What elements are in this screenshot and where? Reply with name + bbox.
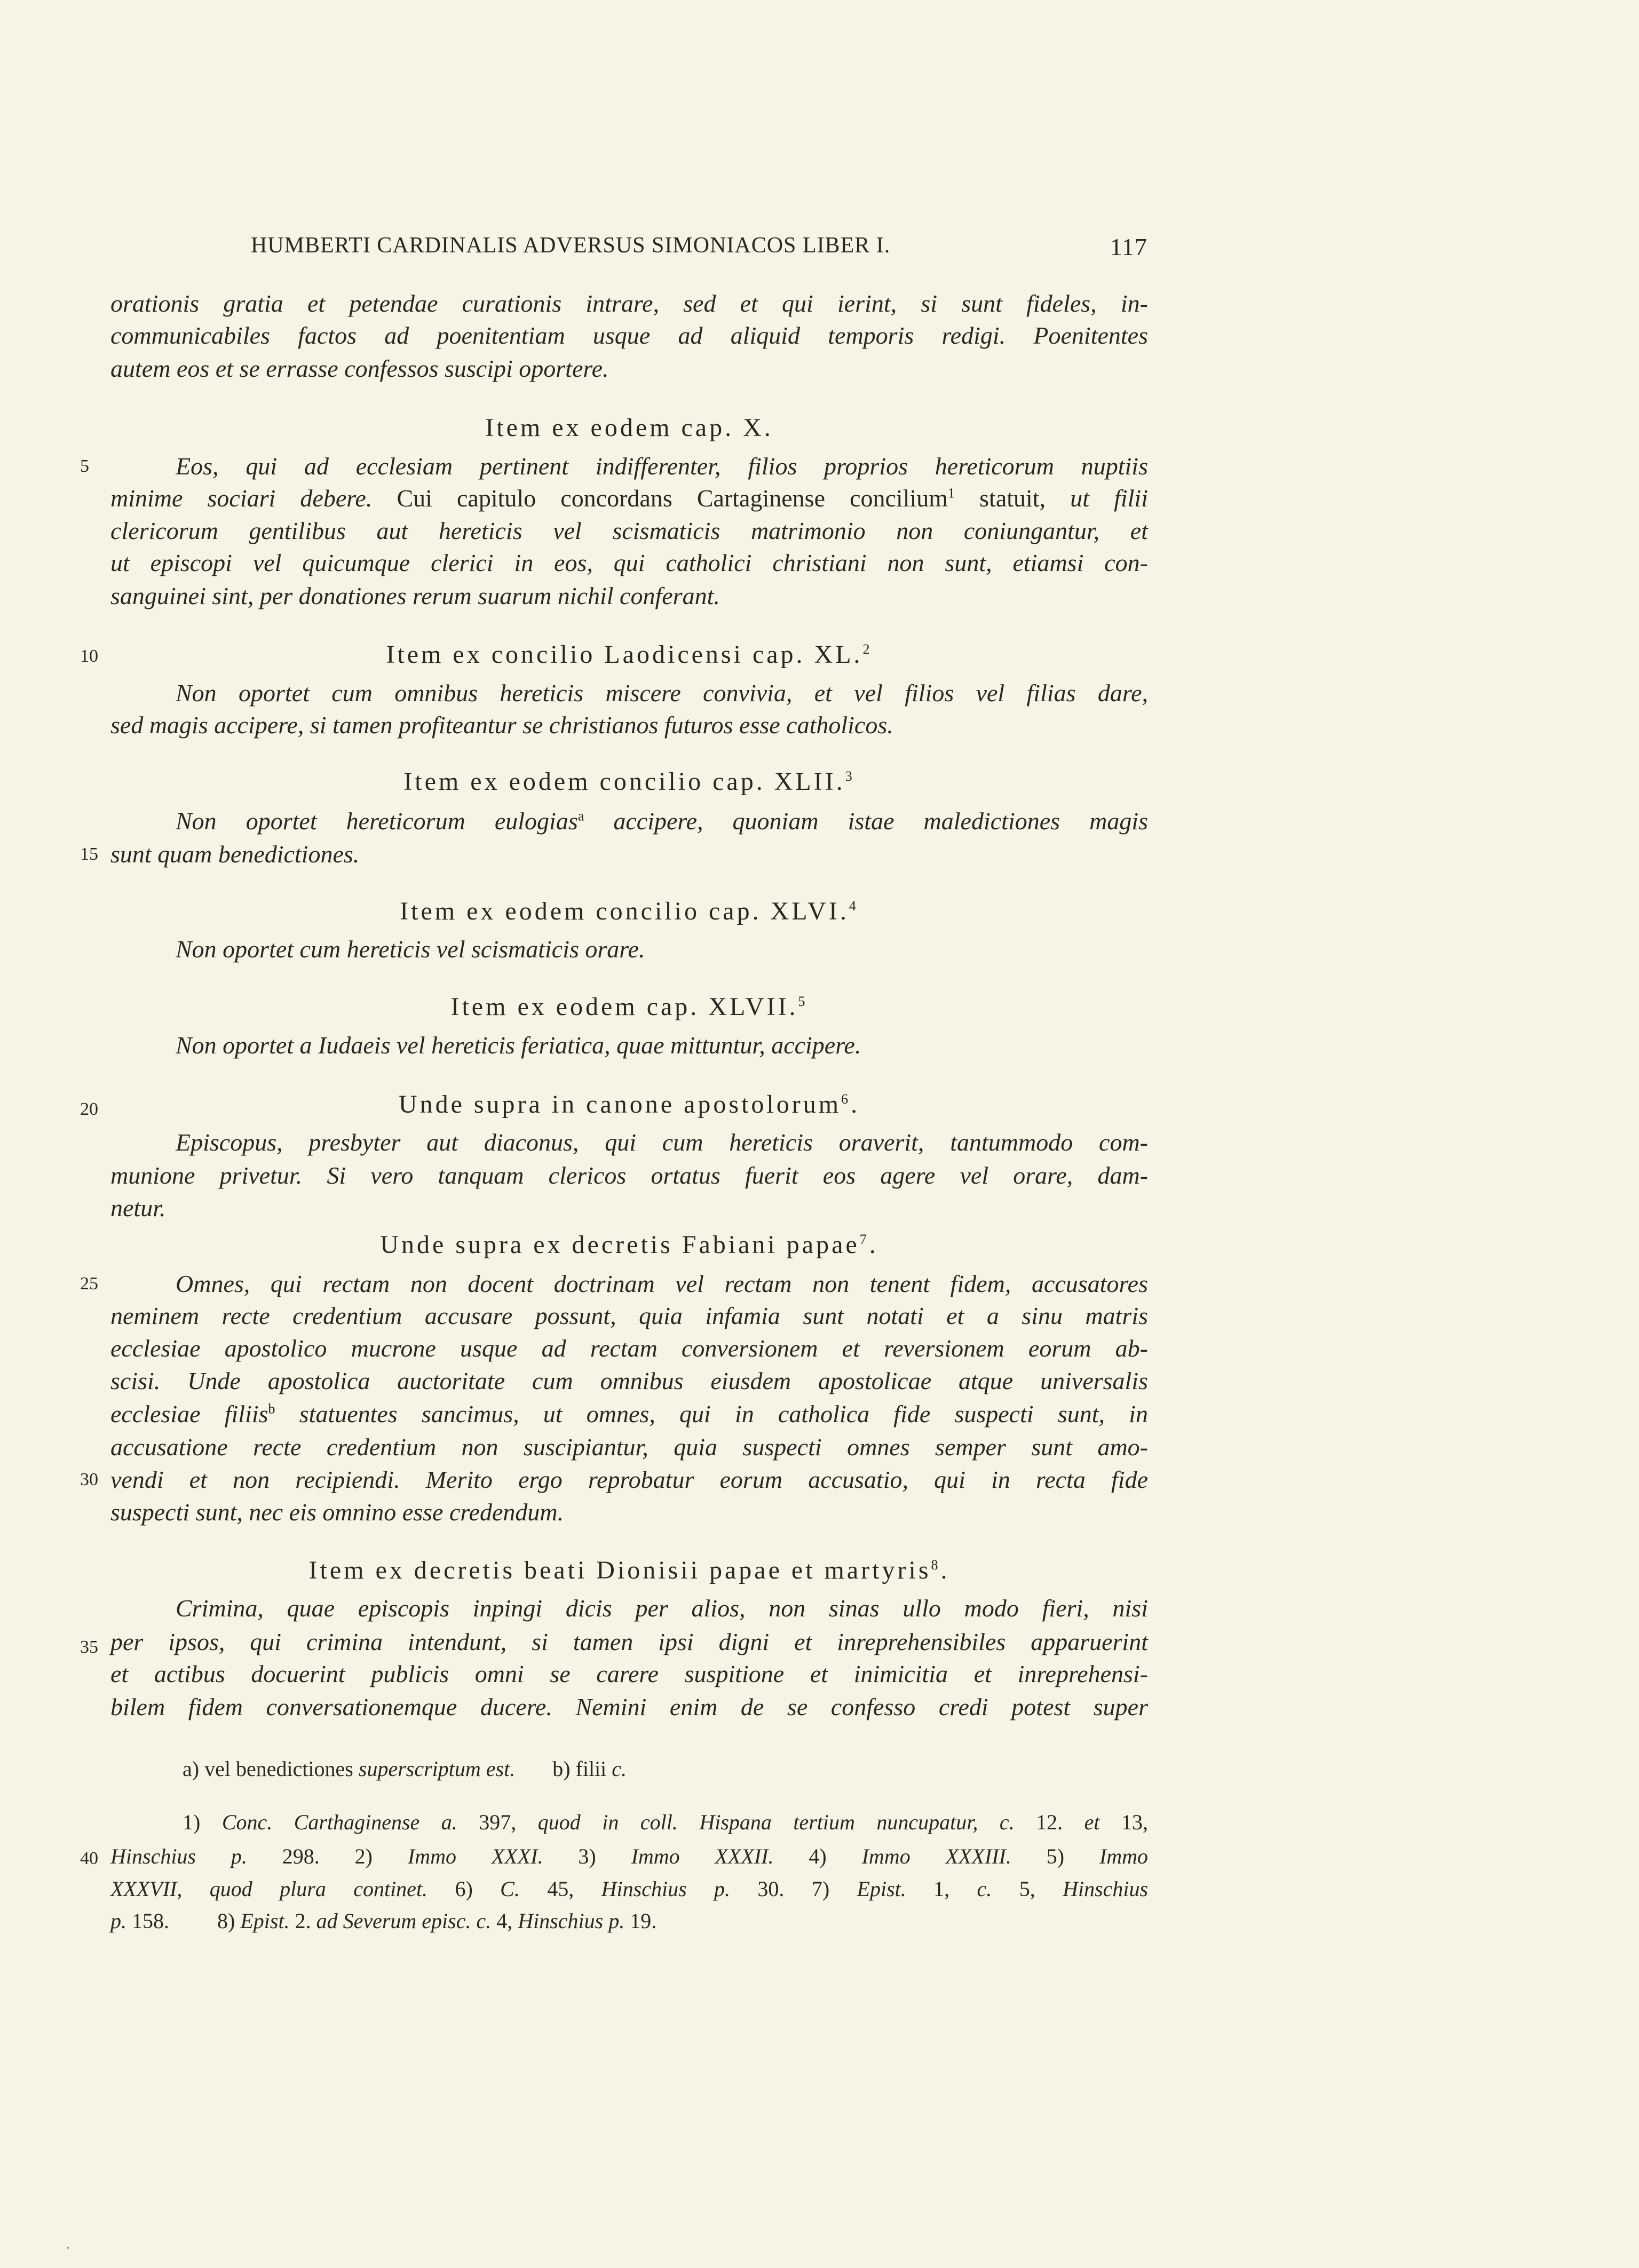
heading-text: Item ex eodem cap. XLVII. bbox=[450, 993, 798, 1021]
fn-text: 3) bbox=[578, 1844, 631, 1868]
section-heading bbox=[110, 991, 1148, 1023]
fn-text: ad Severum episc. c. bbox=[316, 1909, 492, 1933]
fn-text: Immo XXXIII. bbox=[861, 1844, 1011, 1868]
apparatus-ref: a bbox=[577, 808, 584, 824]
footnote-ref: 2 bbox=[862, 641, 873, 657]
fn-text: 19. bbox=[624, 1909, 657, 1933]
heading-text: . bbox=[869, 1231, 878, 1259]
section-heading bbox=[110, 895, 1148, 927]
line-number: 20 bbox=[80, 1099, 98, 1119]
text-line: sanguinei sint, per donationes rerum suarum nichil conferant. bbox=[110, 582, 720, 609]
footnote-ref: 4 bbox=[849, 898, 859, 914]
apparatus-line bbox=[183, 1753, 1220, 1785]
text-line bbox=[110, 483, 1148, 514]
fn-text: 158. bbox=[126, 1909, 169, 1933]
fn-text: c. bbox=[977, 1877, 992, 1901]
footnote-ref: 3 bbox=[845, 768, 855, 784]
fn-text: 5, bbox=[992, 1877, 1063, 1901]
text-line: et actibus docuerint publicis omni se carere suspitione et inimicitia et inreprehensi- bbox=[110, 1660, 1148, 1687]
fn-text: Immo XXXI. bbox=[407, 1844, 543, 1868]
fn-text: quod in coll. Hispana tertium nuncupatur, c. bbox=[537, 1810, 1015, 1834]
text-line: Non oportet a Iudaeis vel hereticis feriatica, quae mittuntur, accipere. bbox=[176, 1032, 861, 1059]
fn-text: 1, bbox=[906, 1877, 977, 1901]
fn-text: 7) bbox=[811, 1877, 857, 1901]
section-heading: Item ex eodem cap. X. bbox=[485, 414, 773, 442]
fn-text: Hinschius p. bbox=[601, 1877, 731, 1901]
text-line: communicabiles factos ad poenitentiam usque ad aliquid temporis redigi. Poenitentes bbox=[110, 322, 1148, 349]
line-number: 35 bbox=[80, 1637, 98, 1657]
text-line: bilem fidem conversationemque ducere. Nemini enim de se confesso credi potest super bbox=[110, 1693, 1148, 1720]
text-line: clericorum gentilibus aut hereticis vel scismaticis matrimonio non coniungantur, et bbox=[110, 517, 1148, 544]
footnote-ref: 7 bbox=[859, 1232, 869, 1247]
fn-text: 45, bbox=[519, 1877, 601, 1901]
section-heading bbox=[110, 1555, 1148, 1587]
fn-text: 12. bbox=[1014, 1810, 1084, 1834]
heading-text: Unde supra in canone apostolorum bbox=[398, 1090, 842, 1119]
running-title: HUMBERTI CARDINALIS ADVERSUS SIMONIACOS LIBER I. bbox=[251, 233, 891, 258]
section-heading bbox=[110, 1089, 1148, 1121]
section-heading bbox=[110, 639, 1148, 671]
line-number: 25 bbox=[80, 1274, 98, 1294]
heading-text: Unde supra ex decretis Fabiani papae bbox=[380, 1231, 860, 1259]
line-number: 30 bbox=[80, 1470, 98, 1489]
text-span: statuentes sancimus, ut omnes, qui in catholica fide suspecti sunt, in bbox=[275, 1400, 1148, 1428]
text-line: scisi. Unde apostolica auctoritate cum omnibus eiusdem apostolicae atque universalis bbox=[110, 1367, 1148, 1394]
text-line: netur. bbox=[110, 1194, 166, 1222]
fn-text: 2. bbox=[289, 1909, 316, 1933]
text-span: accipere, quoniam istae maledictiones magis bbox=[584, 807, 1148, 835]
fn-text: 6) bbox=[455, 1877, 501, 1901]
text-span: minime sociari debere. bbox=[110, 485, 373, 512]
heading-text: Item ex decretis beati Dionisii papae et martyris bbox=[308, 1556, 931, 1584]
fn-text: 13, bbox=[1099, 1810, 1149, 1834]
heading-text: . bbox=[851, 1090, 860, 1119]
text-span: statuit, bbox=[955, 485, 1071, 512]
fn-text: 8) bbox=[217, 1909, 241, 1933]
fn-text: 4, bbox=[491, 1909, 518, 1933]
footnote-line bbox=[110, 1841, 1148, 1873]
text-span: ut filii bbox=[1070, 485, 1148, 512]
heading-text: . bbox=[940, 1556, 950, 1584]
text-line: neminem recte credentium accusare possunt, quia infamia sunt notati et a sinu matris bbox=[110, 1302, 1148, 1329]
fn-text: p. bbox=[110, 1909, 126, 1933]
scan-speck bbox=[67, 2247, 69, 2249]
footnote-ref: 6 bbox=[841, 1091, 851, 1107]
text-span: Cui capitulo concordans Cartaginense concilium bbox=[372, 485, 948, 512]
footnote-ref: 5 bbox=[798, 994, 808, 1009]
fn-text: C. bbox=[500, 1877, 520, 1901]
text-line: vendi et non recipiendi. Merito ergo reprobatur eorum accusatio, qui in recta fide bbox=[110, 1466, 1148, 1493]
fn-text: 397, bbox=[457, 1810, 538, 1834]
fn-text: XXXVII, quod plura continet. bbox=[110, 1877, 428, 1901]
apparatus-text: a) vel benedictiones bbox=[183, 1757, 359, 1781]
text-line: suspecti sunt, nec eis omnino esse credendum. bbox=[110, 1498, 564, 1526]
apparatus-text: b) filii bbox=[552, 1757, 612, 1781]
fn-text: Hinschius p. bbox=[518, 1909, 625, 1933]
heading-text: Item ex eodem concilio cap. XLVI. bbox=[400, 897, 849, 925]
text-line bbox=[110, 1399, 1148, 1430]
heading-text: Item ex concilio Laodicensi cap. XL. bbox=[386, 640, 863, 669]
fn-text: Conc. Carthaginense a. bbox=[221, 1810, 457, 1834]
text-line: orationis gratia et petendae curationis intrare, sed et qui ierint, si sunt fideles, in- bbox=[110, 290, 1148, 317]
text-line: per ipsos, qui crimina intendunt, si tamen ipsi digni et inreprehensibiles apparuerint bbox=[110, 1628, 1148, 1655]
fn-text: Epist. bbox=[857, 1877, 906, 1901]
fn-text: 30. bbox=[730, 1877, 785, 1901]
footnote-ref: 1 bbox=[948, 485, 955, 501]
text-line: Non oportet cum hereticis vel scismaticis orare. bbox=[176, 935, 645, 963]
running-head bbox=[251, 233, 1147, 265]
page-number: 117 bbox=[1110, 233, 1147, 260]
text-line: Episcopus, presbyter aut diaconus, qui cum hereticis oraverit, tantummodo com- bbox=[176, 1129, 1148, 1156]
line-number: 10 bbox=[80, 646, 98, 666]
text-span: Non oportet hereticorum eulogias bbox=[176, 807, 578, 835]
apparatus-text: c. bbox=[612, 1757, 627, 1781]
text-line: ecclesiae apostolico mucrone usque ad rectam conversionem et reversionem eorum ab- bbox=[110, 1335, 1148, 1362]
text-line: Crimina, quae episcopis inpingi dicis per alios, non sinas ullo modo fieri, nisi bbox=[176, 1595, 1148, 1622]
text-span: ecclesiae filiis bbox=[110, 1400, 268, 1428]
fn-text: Hinschius bbox=[1063, 1877, 1149, 1901]
apparatus-text: superscriptum est. bbox=[358, 1757, 516, 1781]
fn-text: 298. bbox=[247, 1844, 320, 1868]
fn-text: 1) bbox=[183, 1810, 222, 1834]
text-line: sunt quam benedictiones. bbox=[110, 840, 360, 868]
text-line: Non oportet cum omnibus hereticis miscere convivia, et vel filios vel filias dare, bbox=[176, 679, 1148, 707]
text-line: ut episcopi vel quicumque clerici in eos, qui catholici christiani non sunt, etiamsi con- bbox=[110, 549, 1148, 576]
apparatus-ref: b bbox=[268, 1401, 275, 1417]
footnote-line bbox=[110, 1873, 1148, 1905]
text-line: Omnes, qui rectam non docent doctrinam vel rectam non tenent fidem, accusatores bbox=[176, 1270, 1148, 1297]
fn-text: Immo XXXII. bbox=[631, 1844, 774, 1868]
fn-text: 4) bbox=[809, 1844, 862, 1868]
heading-text: Item ex eodem concilio cap. XLII. bbox=[403, 767, 845, 796]
fn-text: et bbox=[1084, 1810, 1100, 1834]
footnote-ref: 8 bbox=[931, 1557, 941, 1573]
text-line: Eos, qui ad ecclesiam pertinent indifferenter, filios proprios hereticorum nuptiis bbox=[176, 453, 1148, 480]
text-line bbox=[110, 806, 1148, 837]
section-heading bbox=[110, 766, 1148, 798]
text-line: autem eos et se errasse confessos suscipi oportere. bbox=[110, 355, 609, 382]
line-number: 5 bbox=[80, 456, 89, 476]
fn-text: Immo bbox=[1099, 1844, 1149, 1868]
footnote-line bbox=[183, 1806, 1148, 1838]
section-heading bbox=[110, 1229, 1148, 1261]
line-number: 40 bbox=[80, 1849, 98, 1868]
footnote-line bbox=[110, 1905, 1148, 1937]
text-line: accusatione recte credentium non suscipiantur, quia suspecti omnes semper sunt amo- bbox=[110, 1433, 1148, 1461]
fn-text: 2) bbox=[354, 1844, 408, 1868]
fn-text: Hinschius p. bbox=[110, 1844, 247, 1868]
fn-text: Epist. bbox=[240, 1909, 290, 1933]
text-line: sed magis accipere, si tamen profiteantur se christianos futuros esse catholicos. bbox=[110, 711, 893, 739]
text-line: munione privetur. Si vero tanquam clericos ortatus fuerit eos agere vel orare, dam- bbox=[110, 1162, 1148, 1189]
fn-text: 5) bbox=[1046, 1844, 1099, 1868]
line-number: 15 bbox=[80, 844, 98, 864]
